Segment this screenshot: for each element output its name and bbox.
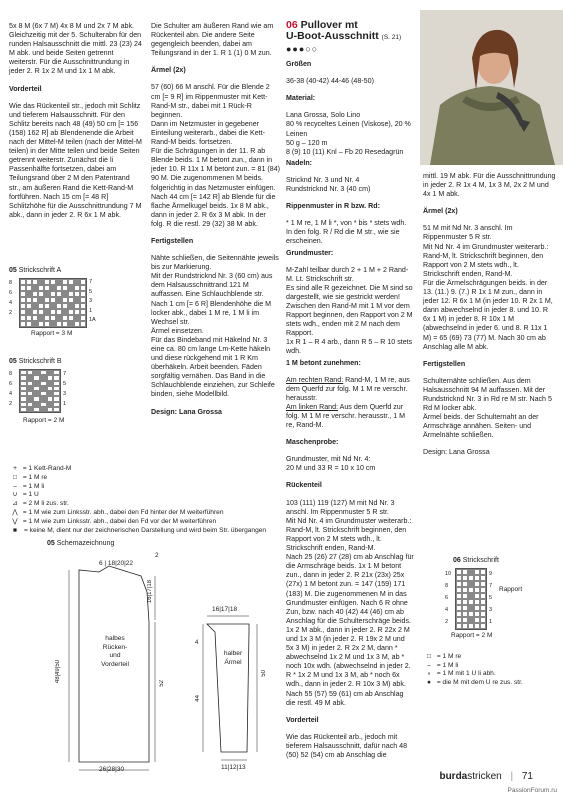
rueckenteil-text: 103 (111) 119 (127) M mit Nd Nr. 3 anschl. Im Rippenmuster 5 R str. Mit Nd Nr. 4 im Grundmuster weiterarb.: Rand-M, lt. Strickschrift beginnen, den Rapport von 2 M stets wdh., lt. Strickschrift enden, Rand-M. Nach 25 (26) 27 (28) cm ab Anschlag für die Armschräge beids. 1x 1 M betont zun., dann in jeder 2. R 21x (23x) 25x (27x) 1 M betont zun. = 147 (159) 171 (183) M. Die zugenommenen M in das Grundmuster einfügen. Nach 6 R ohne Zun, bzw. nach 40 (42) 44 (46) cm ab Anschlag für die Schulterschräge beids. 1x 2 M abk., dann in jeder 2. R 22x 2 M und 1x 3 M (in jeder 2. R 19x 2 M und 5x 3 M) in jeder 2. R 2x 2 M, dann * abwechselnd 1x 2 M und 1x 3 M, ab * noch 10x wdh. (abwechselnd in jeder 2. R * 1x 2 M und 1x 3 M, ab * noch 6x wdh., dann in jeder 2. R 10x 3 M) abk. Nach 55 (57) 59 (61) cm ab Anschlag die restl. 49 M abk.	[286, 498, 414, 707]
fertigstellen-text-2: Schulternähte schließen. Aus dem Halsausschnitt 94 M auffassen. Mit der Rundstricknd Nr. 3 in Rd re M str. Nach 5 Rd M locker abk. Ärmel beids. der Schulternaht an der Armschräge annähen. Seiten- und Ärmelnähte schließen.	[423, 376, 552, 440]
vorderteil-text-2: Wie das Rückenteil arb., jedoch mit tieferem Halsausschnitt, dafür nach 48 (50) 52 (54) cm ab Anschlag die	[286, 732, 408, 759]
schema-sleeve-left: 4	[195, 640, 199, 646]
page-reference: (S. 21)	[381, 34, 402, 41]
chart-cell	[480, 623, 486, 629]
chart-06-num: 06	[453, 557, 461, 564]
legend-item	[423, 662, 553, 671]
legend-text: = 1 M re	[22, 473, 48, 481]
legend-symbol: □	[13, 473, 17, 481]
pattern-title-1: Pullover mt	[300, 19, 358, 31]
legend-symbol: ⊿	[12, 500, 18, 508]
legend-symbol: □	[427, 653, 431, 660]
chart-a-row-label-right: 1A	[89, 317, 96, 323]
legend-symbol: ⋁	[12, 517, 18, 525]
chart-06	[423, 557, 553, 687]
groessen-heading: Größen	[286, 60, 312, 69]
chart-a-row-label-right: 5	[89, 288, 93, 295]
legend-symbol: ∘	[426, 670, 432, 678]
schema-sleeve-top: 16|17|18	[212, 606, 238, 613]
groessen-text: 36-38 (40-42) 44-46 (48-50)	[286, 77, 374, 86]
schema-bottom: 26|28|30	[99, 766, 125, 773]
chart-b-row-label-right: 7	[63, 371, 67, 377]
chart-a-num: 05	[9, 267, 17, 274]
difficulty-rating: ●●●○○	[286, 44, 319, 54]
column-4	[423, 172, 556, 466]
chart-a-row-label: 6	[9, 290, 13, 296]
chart-06-row-label: 2	[445, 619, 449, 625]
legend-symbol: ■	[13, 526, 17, 534]
legend-item	[9, 527, 299, 536]
zunehmen-right-text: Rand-M, 1 M re, aus dem Querfd zur folg. M 1 M re verschr. herausstr.	[286, 375, 410, 402]
nadeln-heading: Nadeln:	[286, 158, 313, 167]
chart-06-row-label: 10	[445, 571, 452, 577]
legend-text: = 1 M wie zum Linksstr. abh., dabei den Fd hinter der M weiterführen	[22, 508, 224, 516]
legend-text: = 1 M li	[22, 482, 45, 490]
aermel-heading: Ärmel (2x)	[151, 66, 186, 75]
schema-title: Schemazeichnung	[56, 540, 115, 547]
chart-b-row-label: 8	[9, 371, 13, 377]
rueckenteil-end-text: 5x 8 M (6x 7 M) 4x 8 M und 2x 7 M abk. Gleichzeitig mit der 5. Schulterabn für den runden Halsausschnitt die mittl. 23 (23) 24 M abk. und beide Seiten getrennt weiterstr. Für die Ausschnittrundung in jeder 2. R 1x 2 M und 1x 1 M abk.	[9, 22, 142, 76]
column-2	[151, 22, 281, 425]
column-3	[286, 20, 414, 768]
chart-06-row-label-right: 1	[489, 619, 493, 625]
schema-sleeve-right: 50	[261, 670, 267, 677]
material-heading: Material:	[286, 94, 316, 103]
page-number: 71	[521, 771, 533, 782]
chart-a-row-label: 2	[9, 310, 13, 316]
schema-sleeve-bottom: 11|12|13	[221, 764, 246, 771]
schema-right-side: 16|17|18	[147, 580, 153, 604]
chart-a	[9, 267, 149, 337]
grundmuster-heading: Grundmuster:	[286, 248, 334, 257]
watermark: PassionForum.ru	[507, 787, 557, 794]
schema-top-labels: 6 | 18|20|22	[99, 560, 133, 567]
chart-06-grid	[455, 568, 487, 630]
rippenmuster-heading: Rippenmuster in R bzw. Rd:	[286, 202, 380, 211]
legend-text: = die M mit dem U re zus. str.	[436, 678, 523, 686]
symbol-legend	[9, 465, 299, 535]
chart-a-row-label: 4	[9, 300, 13, 306]
col2-intro: Die Schulter am äußeren Rand wie am Rückenteil abn. Die andere Seite gegengleich beenden, dabei am Teilungsrand in der 1. R 1 (1) 0 M zun.	[151, 22, 274, 58]
zunehmen-left-label: Am linken Rand:	[286, 402, 339, 411]
chart-06-rapport: Rapport = 2 M	[451, 632, 493, 639]
legend-symbol: +	[13, 465, 17, 472]
zunehmen-right-label: Am rechten Rand:	[286, 375, 344, 384]
chart-06-title: Strickschrift	[462, 557, 499, 564]
legend-text: = 1 M re	[436, 653, 462, 660]
zunehmen-left-text: Aus dem Querfd zur folg. M 1 M re verschr. herausstr., 1 M re, Rand-M.	[286, 402, 406, 430]
legend-text: = 1 M wie zum Linksstr. abh., dabei den Fd vor der M weiterführen	[22, 517, 217, 525]
chart-b-row-label: 6	[9, 381, 13, 387]
legend-symbol: ●	[427, 678, 431, 686]
legend-item	[9, 483, 299, 492]
rippenmuster-text: * 1 M re, 1 M li *, von * bis * stets wdh. In den folg. R / Rd die M str., wie sie erscheinen.	[286, 219, 407, 246]
chart-06-row-label: 8	[445, 583, 449, 589]
chart-06-rapport-side: Rapport	[499, 586, 523, 593]
legend-item	[9, 518, 299, 527]
pattern-number: 06	[286, 19, 298, 31]
chart-b-title: Strickschrift B	[18, 358, 62, 365]
chart-cell	[53, 407, 60, 412]
vorderteil-heading: Vorderteil	[9, 84, 42, 93]
nadeln-text: Stricknd Nr. 3 und Nr. 4 Rundstricknd Nr. 3 (40 cm)	[286, 175, 371, 194]
legend-text: = 1 Kett-Rand-M	[22, 465, 72, 472]
vorderteil-heading-2: Vorderteil	[286, 715, 319, 724]
legend-text: = 2 M li zus. str.	[22, 500, 69, 508]
rueckenteil-heading: Rückenteil	[286, 481, 322, 490]
legend-text: = keine M, dient nur der zeichnerischen Darstellung und wird beim Str. übergangen	[24, 526, 267, 534]
fertigstellen-text: Nähte schließen, die Seitennähte jeweils bis zur Markierung. Mit der Rundstricknd Nr. 3 (60 cm) aus dem Halsausschnittrand 121 M auffassen. Eine Schlauchblende str. Nach 1 cm [= 6 R] Blendenhöhe die M locker abk., dabei 1 M re, 1 M li im Wechsel str. Ärmel einsetzen. Für das Bindeband mit Häkelnd Nr. 3 eine ca. 80 cm lange Lm-Kette häkeln und diese rückgehend mit 1 R Km überhäkeln. Arbeit beenden. Fäden sorgfältig vernähen. Das Band in die Schlauchblende einziehen, zur Schleife binden, siehe Modellbild.	[151, 254, 279, 399]
grundmuster-text: M-Zahl teilbar durch 2 + 1 M + 2 Rand-M. Lt. Strickschrift str. Es sind alle R gezeichnet. Die M sind so dargestellt, wie sie gestrickt werden! Zwischen den Rand-M mit 1 M vor dem Rapport beginnen, den Rapport von 2 M stets wdh., enden mit 2 M nach dem Rapport. 1x R 1 – R 4 arb., dann R 5 – R 10 stets wdh.	[286, 265, 413, 356]
chart-a-rapport: Rapport = 3 M	[31, 330, 73, 337]
schema-top-right: 2	[155, 552, 159, 559]
chart-b	[9, 358, 149, 424]
col4-intro: mittl. 19 M abk. Für die Ausschnittrundung in jeder 2. R 1x 4 M, 1x 3 M, 2x 2 M und 4x 1 M abk.	[423, 172, 556, 199]
aermel-text: 57 (60) 66 M anschl. Für die Blende 2 cm [= 9 R] im Rippenmuster mit Kett-Rand-M str., dabei mit 1 Rück-R beginnen. Dann im Netzmuster in gegebener Einteilung weiterarb., dabei die Kett-Rand-M beids. fortsetzen. Für die Schrägungen in der 11. R ab Blende beids. 1 M betont zun., dann in jeder 10. R 11x 1 M betont zun. = 81 (84) 90 M. Die zugenommenen M beids. folgerichtig in das Netzmuster einfügen. Nach 44 cm [= 142 R] ab Blende für die flache Ärmelkugel beids. 1x 8 M abk., dann in jeder 2. R 6x 3 M abk. In der folg. R die restl. 29 (32) 38 M abk.	[151, 83, 281, 228]
legend-item	[9, 491, 299, 500]
model-photo-illustration	[420, 10, 563, 165]
legend-text: = 1 M mit 1 U li abh.	[436, 670, 496, 678]
chart-06-row-label-right: 5	[489, 595, 493, 601]
aermel-text-2: 51 M mit Nd Nr. 3 anschl. Im Rippenmuster 5 R str. Mit Nd Nr. 4 im Grundmuster weiterarb.: Rand-M, lt. Strickschrift beginnen, den Rapport von 2 M stets wdh., lt. Strickschrift enden, Rand-M. Für die Ärmelschrägungen beids. in der 13. (11.) 9. (7.) R 1x 1 M zun., dann in jeder 12. R 6x 1 M (in jeder 10. R 2x 1 M, dann abwechselnd in jeder 8. und 10. R 6x 1 M) in jeder 8. R 10x 1 M (abwechselnd in jeder 6. und 8. R 11x 1 M) = 65 (69) 73 (77) M. Nach 30 cm ab Anschlag alle M abk.	[423, 224, 553, 351]
legend-symbol: ⋀	[12, 508, 18, 516]
legend-symbol: –	[427, 661, 431, 669]
model-photo	[420, 10, 563, 165]
column-1	[9, 22, 142, 228]
chart-06-row-label-right: 7	[489, 583, 493, 589]
chart-b-rapport: Rapport = 2 M	[23, 417, 65, 424]
chart-06-legend	[423, 653, 553, 687]
design-credit: Design: Lana Grossa	[151, 407, 222, 416]
schema-num: 05	[47, 540, 55, 547]
schema-left-side: 48|49|50	[55, 660, 61, 684]
material-text: Lana Grossa, Solo Lino 80 % recyceltes Leinen (Viskose), 20 % Leinen 50 g – 120 m 8 (9) 10 (11) Knl – Fb 20 Resedagrün	[286, 111, 411, 156]
sleeve-piece-outline	[207, 624, 249, 752]
chart-a-row-label-right: 1	[89, 307, 93, 314]
schema-front-label: halbes Rücken- und Vorderteil	[101, 635, 129, 668]
schema-drawing	[9, 540, 279, 780]
legend-item	[423, 670, 553, 679]
chart-06-row-label-right: 9	[489, 571, 493, 577]
legend-symbol: –	[13, 482, 17, 490]
legend-symbol: ∪	[12, 491, 18, 499]
fertigstellen-heading: Fertigstellen	[151, 236, 194, 245]
chart-b-num: 05	[9, 358, 17, 365]
chart-cell	[40, 407, 47, 412]
chart-b-row-label: 2	[9, 401, 13, 407]
vorderteil-text: Wie das Rückenteil str., jedoch mit Schlitz und tieferem Halsausschnitt. Für den Schlitz bereits nach 48 (49) 50 cm [= 156 (158) 162 R] ab Blendenende die Arbeit nach der Mittel-M teilen (nach der Mittel-M teilen) in der Mitte teilen und beide Seiten getrennt weiterstr. Zunächst die li Passenhälfte fortsetzen, dabei am Teilungsrand über 2 M den Patentrand str., am äußeren Rand die Kett-Rand-M fortführen. Nach 15 cm [= 48 R] Schlitzhöhe für die Ausschnittrundung 7 M abk., dann in jeder 2. R 6x 1 M abk.	[9, 101, 142, 219]
chart-b-grid	[19, 369, 61, 413]
chart-a-row-label-right: 3	[89, 298, 93, 304]
chart-cell	[80, 321, 86, 327]
chart-b-row-label-right: 3	[63, 391, 67, 397]
maschenprobe-heading: Maschenprobe:	[286, 438, 339, 447]
maschenprobe-text: Grundmuster, mit Nd Nr. 4: 20 M und 33 R = 10 x 10 cm	[286, 455, 376, 473]
chart-cell	[27, 407, 34, 412]
legend-item	[9, 474, 299, 483]
footer-brand: burda	[439, 771, 468, 782]
legend-text: = 1 U	[22, 491, 39, 499]
legend-item	[423, 653, 553, 662]
chart-cell	[20, 407, 27, 412]
legend-item	[9, 465, 299, 474]
chart-a-row-label-right: 7	[89, 279, 93, 285]
chart-b-row-label: 4	[9, 391, 13, 397]
schema-num-52: 52	[159, 680, 165, 687]
chart-b-row-label-right: 5	[63, 381, 67, 387]
chart-a-grid	[19, 278, 87, 328]
legend-item	[423, 679, 553, 688]
chart-b-row-label-right: 1	[63, 401, 67, 407]
aermel-heading-2: Ärmel (2x)	[423, 207, 458, 216]
legend-text: = 1 M li	[436, 661, 459, 669]
zunehmen-heading: 1 M betont zunehmen:	[286, 358, 361, 367]
pattern-title-2: U-Boot-Ausschnitt	[286, 30, 379, 42]
chart-cell	[33, 407, 40, 412]
page-footer: burdastricken | 71	[439, 771, 533, 782]
legend-item	[9, 500, 299, 509]
chart-06-row-label: 4	[445, 607, 449, 613]
schema-sleeve-length: 44	[195, 695, 201, 702]
legend-item	[9, 509, 299, 518]
chart-06-row-label-right: 3	[489, 607, 493, 613]
fertigstellen-heading-2: Fertigstellen	[423, 359, 466, 368]
chart-a-title: Strickschrift A	[18, 267, 62, 274]
schema-sleeve-label: halber Ärmel	[223, 650, 243, 666]
footer-brand-2: stricken	[467, 771, 502, 782]
design-credit-2: Design: Lana Grossa	[423, 448, 490, 457]
chart-a-row-label: 8	[9, 280, 13, 286]
chart-06-row-label: 6	[445, 595, 449, 601]
chart-cell	[47, 407, 54, 412]
